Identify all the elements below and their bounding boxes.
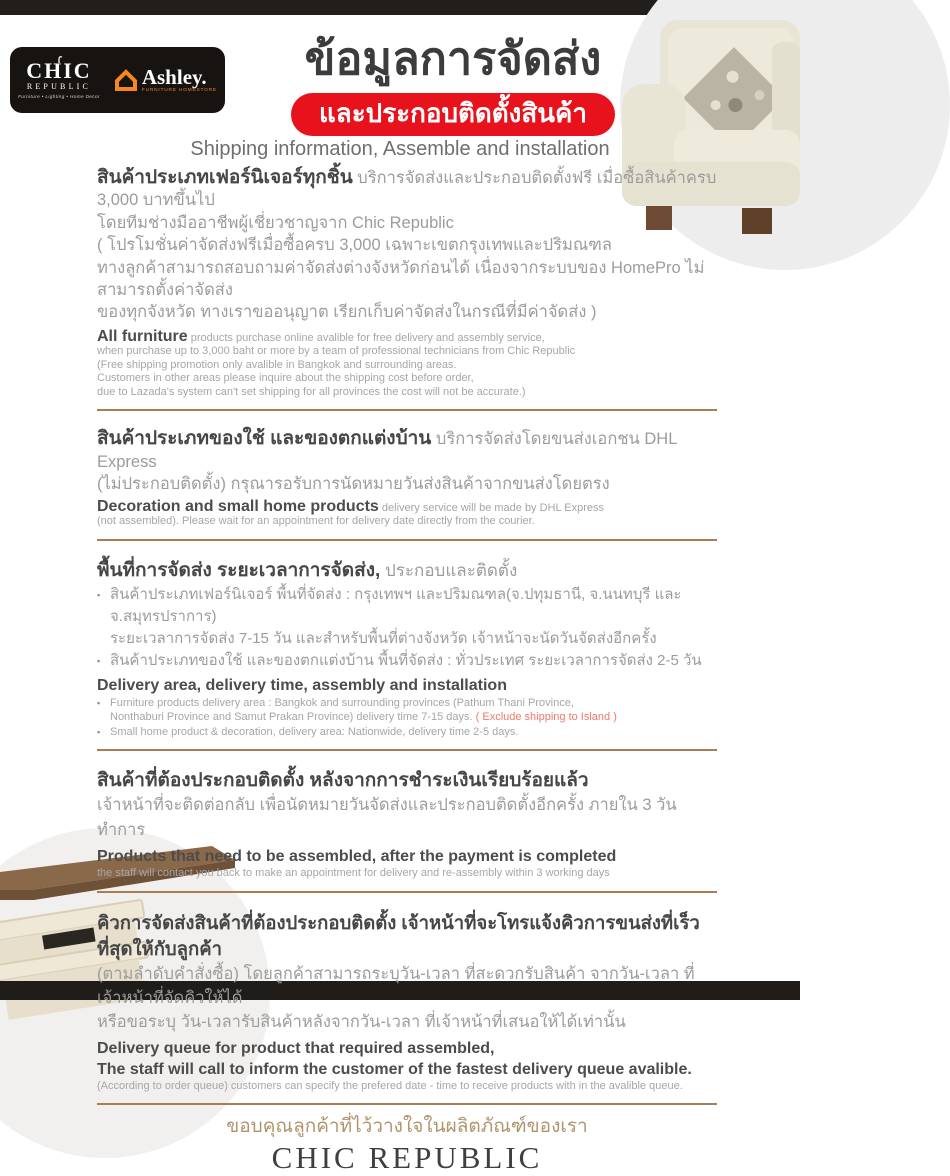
chic-republic-logo (18, 58, 100, 99)
section-divider (97, 1103, 717, 1105)
section-decoration-th-lead-rest: บริการจัดส่งโดยขนส่งเอกชน DHL Express (97, 430, 677, 471)
footer-brand: CHIC REPUBLIC (271, 1140, 543, 1176)
section-decoration-th-line: (ไม่ประกอบติดตั้ง) กรุณารอรับการนัดหมายวันส่งสินค้าจากขนส่งโดยตรง (97, 475, 610, 494)
subtitle-badge: และประกอบติดตั้งสินค้า (291, 93, 615, 136)
section-furniture-en-line: due to Lazada's system can't set shipping for all provinces the cost will not be accurate.) (97, 385, 526, 398)
section-queue-th-line: (ตามลำดับคำสั่งซื้อ) โดยลูกค้าสามารถระบุวัน-เวลา ที่สะดวกรับสินค้า จากวัน-เวลา ที่เจ้าหน้าที่จัดคิวให้ได้ (97, 964, 695, 1007)
section-decoration-th-heading: สินค้าประเภทของใช้ และของตกแต่งบ้าน (97, 428, 432, 450)
section-divider (97, 891, 717, 893)
page-title: ข้อมูลการจัดส่ง (304, 33, 602, 84)
section-queue-th-heading: คิวการจัดส่งสินค้าที่ต้องประกอบติดตั้ง เจ้าหน้าที่จะโทรแจ้งคิวการขนส่งที่เร็วที่สุดให้กับลูกค้า (97, 911, 700, 959)
section-decoration (97, 428, 717, 528)
section-divider (97, 539, 717, 541)
exclude-island-note: ( Exclude shipping to Island ) (475, 711, 617, 724)
section-furniture-en-line: (Free shipping promotion only avalible in Bangkok and surrounding areas. (97, 358, 457, 371)
th-bullet-furniture-area-cont: ระยะเวลาการจัดส่ง 7-15 วัน และสำหรับพื้นที่ต่างจังหวัด เจ้าหน้าจะนัดวันจัดส่งอีกครั้ง (110, 629, 657, 647)
section-assembly-en-line: the staff will contact you back to make an appointment for delivery and re-assembly within 3 working days (97, 867, 610, 880)
en-bullet-furniture-area: ▪ Furniture products delivery area : Bangkok and surrounding provinces (Pathum Thani Province, (97, 696, 717, 711)
section-assembly-th-heading: สินค้าที่ต้องประกอบติดตั้ง หลังจากการชำระเงินเรียบร้อยแล้ว (97, 770, 589, 792)
section-furniture-th-line: โดยทีมช่างมืออาชีพผู้เชี่ยวชาญจาก Chic Republic (97, 213, 454, 232)
th-bullet-furniture-area: ▪ สินค้าประเภทเฟอร์นิเจอร์ พื้นที่จัดส่ง : กรุงเทพฯ และปริมณฑล(จ.ปทุมธานี, จ.นนทบุรี และ จ.สมุทรปราการ) (97, 584, 717, 628)
ashley-logo-name: Ashley. (141, 64, 207, 89)
header (106, 28, 800, 136)
section-furniture-th-heading: สินค้าประเภทเฟอร์นิเจอร์ทุกชิ้น (97, 167, 353, 188)
section-furniture (97, 167, 717, 399)
section-furniture-th-line: ( โปรโมชั่นค่าจัดส่งฟรีเมื่อซื้อครบ 3,000 เฉพาะเขตกรุงเทพและปริมณฑล (97, 236, 612, 255)
section-queue-en-line: (According to order queue) customers can specify the prefered date - time to receive products with in the avalible queue. (97, 1079, 683, 1092)
section-queue-en-heading-line1: Delivery queue for product that required assembled, (97, 1039, 495, 1057)
section-delivery-area-th-heading: พื้นที่การจัดส่ง ระยะเวลาการจัดส่ง, (97, 559, 381, 581)
section-divider (97, 409, 717, 411)
section-delivery-area-th-heading-rest: ประกอบและติดตั้ง (380, 560, 518, 580)
section-decoration-en-line: (not assembled). Please wait for an appointment for delivery date directly from the courier. (97, 515, 535, 528)
section-decoration-en-heading: Decoration and small home products (97, 497, 379, 515)
section-furniture-th-line: ทางลูกค้าสามารถสอบถามค่าจัดส่งต่างจังหวัดก่อนได้ เนื่องจากระบบของ HomePro ไม่สามารถตั้งค่าจัดส่ง (97, 258, 705, 300)
section-furniture-en-line: when purchase up to 3,000 baht or more by a team of professional technicians from Chic Republic (97, 345, 576, 358)
section-delivery-area-en-heading: Delivery area, delivery time, assembly and installation (97, 676, 507, 694)
ashley-logo-sub: FURNITURE HOMESTORE (141, 87, 217, 93)
section-furniture-th-lead-rest: บริการจัดส่งและประกอบติดตั้งฟรี เมื่อซื้อสินค้าครบ 3,000 บาทขึ้นไป (97, 169, 717, 210)
section-queue (97, 910, 717, 1094)
section-queue-th-line: หรือขอระบุ วัน-เวลารับสินค้าหลังจากวัน-เวลา ที่เจ้าหน้าที่เสนอให้ได้เท่านั้น (97, 1012, 626, 1031)
section-furniture-en-line: Customers in other areas please inquire about the shipping cost before order, (97, 372, 474, 385)
section-decoration-en-lead-rest: delivery service will be made by DHL Express (378, 501, 605, 514)
chic-logo-name: CHIC (26, 58, 92, 83)
section-furniture-th-line: ของทุกจังหวัด ทางเราขออนุญาต เรียกเก็บค่าจัดส่งในกรณีที่มีค่าจัดส่ง ) (97, 303, 597, 322)
section-furniture-en-heading: All furniture (97, 327, 188, 345)
section-queue-en-heading-line2: The staff will call to inform the customer of the fastest delivery queue avalible. (97, 1060, 692, 1078)
hanger-icon (54, 56, 64, 64)
th-bullet-smallhome-area: ▪ สินค้าประเภทของใช้ และของตกแต่งบ้าน พื้นที่จัดส่ง : ทั่วประเทศ ระยะเวลาการจัดส่ง 2-5 วัน (97, 650, 717, 672)
chic-logo-tagline: Furniture • Lighting • Home Decor (18, 94, 100, 99)
chic-logo-sub: REPUBLIC (26, 82, 92, 91)
section-delivery-area (97, 558, 717, 740)
subtitle: Shipping information, Assemble and installation (190, 138, 610, 160)
en-bullet-smallhome-area: ▪ Small home product & decoration, delivery area: Nationwide, delivery time 2-5 days. (97, 725, 717, 740)
footer-thanks: ขอบคุณลูกค้าที่ไว้วางใจในผลิตภัณฑ์ของเรา (226, 1116, 588, 1138)
section-assembly-en-heading: Products that need to be assembled, after the payment is completed (97, 848, 617, 866)
section-furniture-en-lead-rest: products purchase online avalible for free delivery and assembly service, (187, 331, 545, 344)
section-assembly (97, 768, 717, 881)
en-bullet-furniture-area-cont: Nonthaburi Province and Samut Prakan Province) delivery time 7-15 days. (110, 711, 473, 724)
section-assembly-th-line: เจ้าหน้าที่จะติดต่อกลับ เพื่อนัดหมายวันจัดส่งและประกอบติดตั้งอีกครั้ง ภายใน 3 วันทำการ (97, 796, 677, 840)
section-divider (97, 749, 717, 751)
content-column (97, 167, 717, 1176)
